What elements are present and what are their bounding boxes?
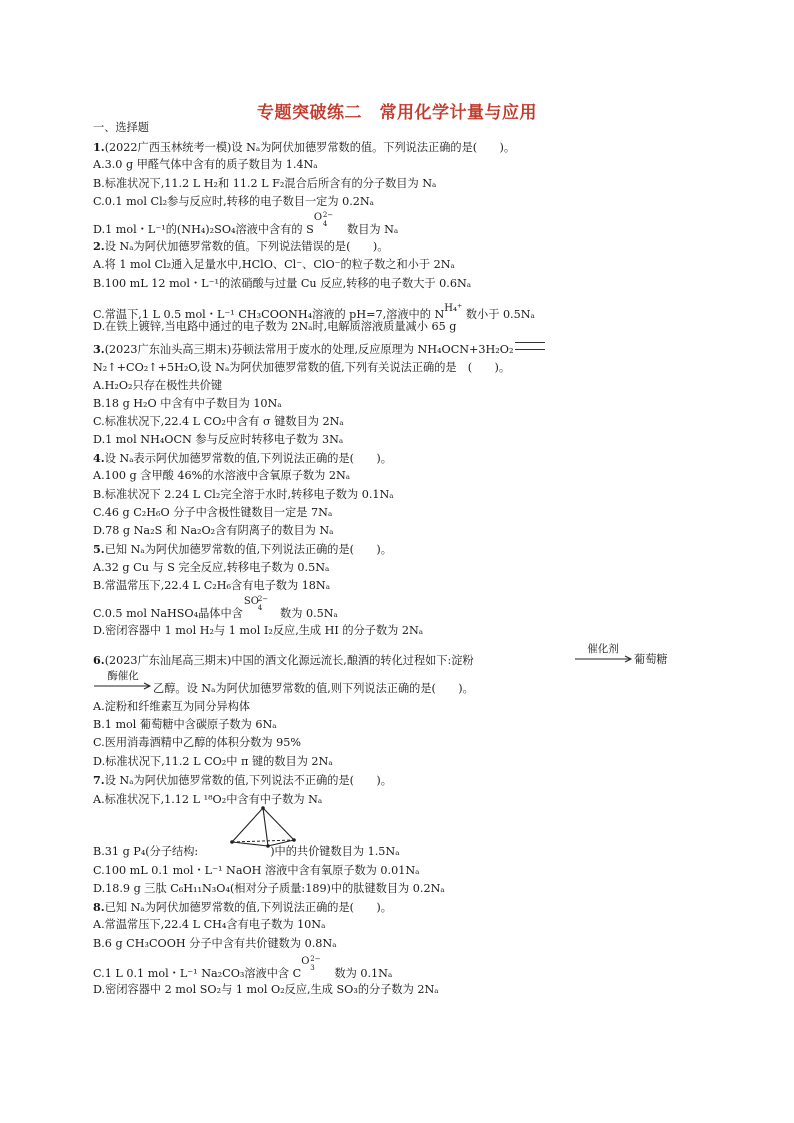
page-title: 专题突破练二 常用化学计量与应用 [257, 103, 537, 123]
q3-option-a: A.H₂O₂只存在极性共价键 [93, 379, 223, 392]
q7-option-b [93, 844, 400, 860]
q1-option-a: A.3.0 g 甲醛气体中含有的质子数目为 1.4Nₐ [93, 158, 318, 171]
q5-option-d: D.密闭容器中 1 mol H₂与 1 mol I₂反应,生成 HI 的分子数为 2Nₐ [93, 624, 424, 637]
ion-base: O [301, 956, 310, 967]
q3-stem-text: (2023广东汕头高三期末)芬顿法常用于废水的处理,反应原理为 NH₄OCN+3H₂O₂ [104, 343, 514, 356]
q8-stem [93, 899, 392, 916]
reaction-arrow-icon [574, 655, 634, 663]
q6-product-glucose: 葡萄糖 [634, 653, 668, 666]
q5-option-b: B.常温常压下,22.4 L C₂H₆含有电子数为 18Nₐ [93, 579, 331, 592]
q4-number: 4. [93, 451, 105, 465]
q2-option-a: A.将 1 mol Cl₂通入足量水中,HClO、Cl⁻、ClO⁻的粒子数之和小于 2Nₐ [93, 258, 455, 271]
ion-charge: 2− [257, 595, 269, 603]
ion-base: O [313, 212, 323, 223]
q7-option-b-post: )中的共价键数目为 1.5Nₐ [270, 845, 400, 858]
q1-option-c: C.0.1 mol Cl₂参与反应时,转移的电子数目一定为 0.2Nₐ [93, 195, 374, 208]
q7-number: 7. [93, 773, 105, 787]
q5-stem [93, 541, 392, 558]
q3-number: 3. [93, 342, 105, 356]
q8-number: 8. [93, 900, 105, 914]
q8-option-c-post: 数为 0.1Nₐ [323, 967, 393, 980]
q6-number: 6. [93, 653, 105, 667]
ammonium-ion: H₄⁺ [444, 303, 463, 314]
q7-option-a: A.标准状况下,1.12 L ¹⁸O₂中含有中子数为 Nₐ [93, 793, 323, 806]
q8-stem-text: 已知 Nₐ为阿伏加德罗常数的值,下列说法正确的是( )。 [104, 901, 392, 914]
q7-stem-text: 设 Nₐ为阿伏加德罗常数的值,下列说法不正确的是( )。 [104, 774, 392, 787]
carbonate-ion [301, 955, 323, 980]
q6-stem [93, 652, 474, 669]
q2-option-c-pre: C.常温下,1 L 0.5 mol・L⁻¹ CH₃COONH₄溶液的 pH=7,溶液中的 N [93, 308, 445, 321]
q6-option-c: C.医用消毒酒精中乙醇的体积分数为 95% [93, 736, 301, 749]
q1-stem-text: (2022广西玉林统考一模)设 Nₐ为阿伏加德罗常数的值。下列说法正确的是( )。 [104, 141, 516, 154]
q1-option-b: B.标准状况下,11.2 L H₂和 11.2 L F₂混合后所含有的分子数目为 Nₐ [93, 177, 437, 190]
q1-option-d-pre: D.1 mol・L⁻¹的(NH₄)₂SO₄溶液中含有的 S [93, 223, 314, 236]
sulfate-ion [243, 595, 269, 620]
sulfate-ion [313, 211, 336, 236]
q3-stem [93, 341, 545, 358]
q8-option-a: A.常温常压下,22.4 L CH₄含有电子数为 10Nₐ [93, 918, 326, 931]
ion-charge: 2− [310, 955, 321, 963]
q8-option-b: B.6 g CH₃COOH 分子中含有共价键数为 0.8Nₐ [93, 937, 337, 950]
ion-charge: 2− [322, 211, 334, 219]
q2-stem-text: 设 Nₐ为阿伏加德罗常数的值。下列说法错误的是( )。 [104, 240, 389, 253]
equals-sign [515, 342, 545, 350]
q4-stem-text: 设 Nₐ表示阿伏加德罗常数的值,下列说法正确的是( )。 [104, 452, 392, 465]
q4-option-c: C.46 g C₂H₆O 分子中含极性键数目一定是 7Nₐ [93, 506, 333, 519]
q1-option-d [93, 211, 399, 238]
q7-stem [93, 772, 392, 789]
q4-option-d: D.78 g Na₂S 和 Na₂O₂含有阴离子的数目为 Nₐ [93, 524, 334, 537]
q8-option-d: D.密闭容器中 2 mol SO₂与 1 mol O₂反应,生成 SO₃的分子数为 2Nₐ [93, 983, 439, 996]
q6-option-b: B.1 mol 葡萄糖中含碳原子数为 6Nₐ [93, 718, 277, 731]
q2-option-b: B.100 mL 12 mol・L⁻¹的浓硝酸与过量 Cu 反应,转移的电子数大于 0.6Nₐ [93, 277, 472, 290]
q5-option-c-post: 数为 0.5Nₐ [268, 607, 338, 620]
p4-tetrahedron-icon [228, 806, 298, 848]
q1-stem [93, 139, 515, 156]
q7-option-c: C.100 mL 0.1 mol・L⁻¹ NaOH 溶液中含有氧原子数为 0.01Nₐ [93, 864, 420, 877]
q7-option-d: D.18.9 g 三肽 C₆H₁₁N₃O₄(相对分子质量:189)中的肽键数目为 0.2Nₐ [93, 882, 445, 895]
q2-number: 2. [93, 239, 105, 253]
reaction-arrow-icon [93, 682, 153, 690]
enzyme-arrow-label: 酶催化 [107, 670, 139, 682]
q4-stem [93, 450, 392, 467]
q3-stem-continued: N₂↑+CO₂↑+5H₂O,设 Nₐ为阿伏加德罗常数的值,下列有关说法正确的是 ( )。 [93, 361, 511, 374]
q1-number: 1. [93, 140, 105, 154]
section-heading: 一、选择题 [93, 121, 149, 134]
q1-option-d-post: 数目为 Nₐ [335, 223, 399, 236]
ion-subscript: 4 [322, 220, 328, 228]
ion-subscript: 3 [310, 964, 315, 972]
q6-option-d: D.标准状况下,11.2 L CO₂中 π 键的数目为 2Nₐ [93, 755, 333, 768]
ion-subscript: 4 [257, 604, 263, 612]
q6-stem-text: (2023广东汕尾高三期末)中国的酒文化源远流长,酿酒的转化过程如下:淀粉 [104, 654, 474, 667]
q7-option-b-pre: B.31 g P₄(分子结构: [93, 845, 199, 858]
q8-option-c [93, 955, 393, 982]
q2-option-c-post: 数小于 0.5Nₐ [462, 308, 535, 321]
q5-option-c-pre: C.0.5 mol NaHSO₄晶体中含 [93, 607, 243, 620]
q3-option-b: B.18 g H₂O 中含有中子数目为 10Nₐ [93, 397, 282, 410]
q6-option-a: A.淀粉和纤维素互为同分异构体 [93, 700, 251, 713]
q2-option-d: D.在铁上镀锌,当电路中通过的电子数为 2Nₐ时,电解质溶液质量减小 65 g [93, 320, 457, 333]
q6-stem-continued: 乙醇。设 Nₐ为阿伏加德罗常数的值,则下列说法正确的是( )。 [153, 682, 474, 695]
q5-number: 5. [93, 542, 105, 556]
ion-base: SO [243, 596, 259, 607]
q3-option-d: D.1 mol NH₄OCN 参与反应时转移电子数为 3Nₐ [93, 433, 344, 446]
q2-stem [93, 238, 388, 255]
q5-stem-text: 已知 Nₐ为阿伏加德罗常数的值,下列说法正确的是( )。 [104, 543, 392, 556]
catalyst-arrow-label: 催化剂 [587, 643, 619, 655]
q8-option-c-pre: C.1 L 0.1 mol・L⁻¹ Na₂CO₃溶液中含 C [93, 967, 302, 980]
q4-option-b: B.标准状况下 2.24 L Cl₂完全溶于水时,转移电子数为 0.1Nₐ [93, 488, 394, 501]
q5-option-a: A.32 g Cu 与 S 完全反应,转移电子数为 0.5Nₐ [93, 561, 330, 574]
q3-option-c: C.标准状况下,22.4 L CO₂中含有 σ 键数目为 2Nₐ [93, 415, 344, 428]
q5-option-c [93, 595, 338, 622]
q4-option-a: A.100 g 含甲酸 46%的水溶液中含氧原子数为 2Nₐ [93, 469, 351, 482]
